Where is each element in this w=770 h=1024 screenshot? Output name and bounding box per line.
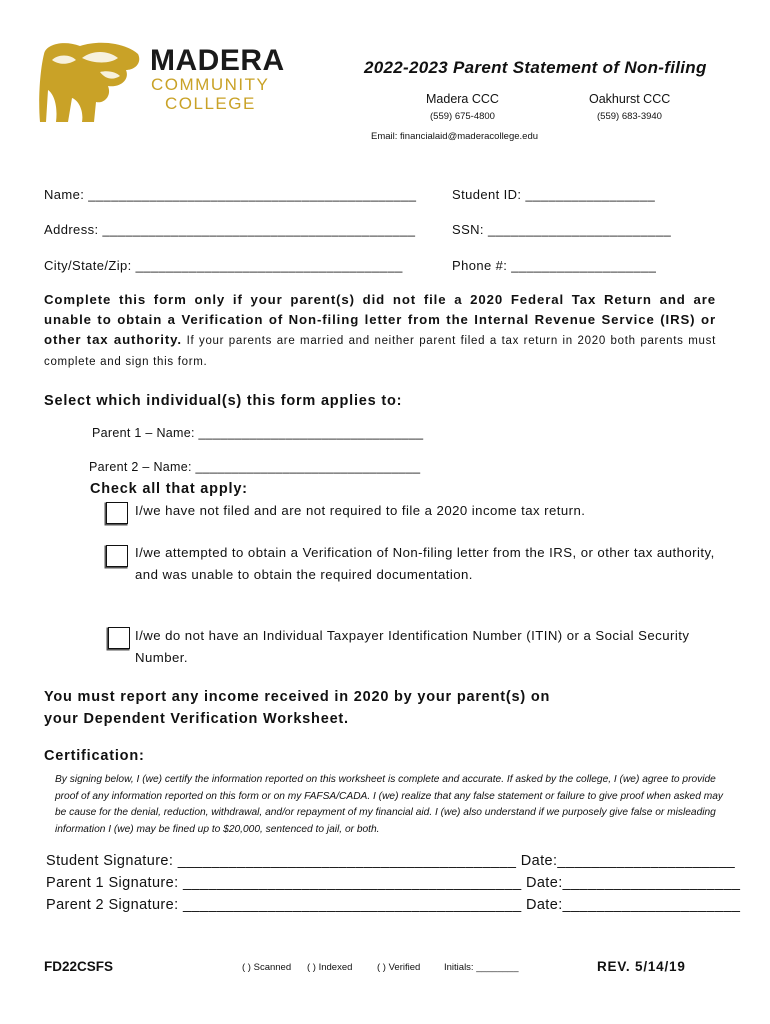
option-no-itin-label: I/we do not have an Individual Taxpayer Identification Number (ITIN) or a Social Security Number. bbox=[135, 628, 690, 665]
report-notice-line2: your Dependent Verification Worksheet. bbox=[44, 711, 349, 727]
certification-heading: Certification: bbox=[44, 748, 145, 764]
college-logo-icon bbox=[38, 40, 146, 124]
logo-text-madera: MADERA bbox=[150, 44, 285, 77]
student-signature-line[interactable]: Student Signature: ________________________________________ Date:_____________________ bbox=[46, 853, 736, 869]
parent1-signature-line[interactable]: Parent 1 Signature: ________________________________________ Date:_____________________ bbox=[46, 875, 741, 891]
checkbox-unable-to-obtain[interactable] bbox=[106, 545, 128, 567]
intro-bold-text: Complete this form only if your parent(s) did not file a 2020 Federal Tax Return and are unable to obtain a Verification of Non-filing letter from the Internal Revenue Service (IRS) or other tax authority. bbox=[44, 292, 716, 347]
campus1-name: Madera CCC bbox=[426, 92, 499, 106]
indexed-marker: ( ) Indexed bbox=[307, 962, 353, 973]
intro-paragraph bbox=[44, 290, 716, 372]
logo-text-community: COMMUNITY bbox=[151, 75, 270, 94]
option-not-required-label: I/we have not filed and are not required to file a 2020 income tax return. bbox=[135, 503, 586, 518]
option-unable-to-obtain-label: I/we attempted to obtain a Verification of Non-filing letter from the IRS, or other tax authority, and was unable to obtain the required documentation. bbox=[135, 545, 715, 582]
parent2-name-field[interactable]: Parent 2 – Name: _______________________________ bbox=[89, 460, 421, 474]
initials-field[interactable]: Initials: ________ bbox=[444, 962, 519, 973]
page-title: 2022-2023 Parent Statement of Non-filing bbox=[364, 58, 707, 77]
revision-date: REV. 5/14/19 bbox=[597, 959, 686, 974]
certification-text: By signing below, I (we) certify the information reported on this worksheet is complete and accurate. If asked by the college, I (we) agree to provide proof of any information reported on this form or on my FAFSA/CADA. I (we) realize that any false statement or failure to give proof when asked may be cause for the denial, reduction, withdrawal, and/or repayment of my financial aid. I (we) also understand if we purposely give false or misleading information I (we) may be fined up to $20,000, sentenced to jail, or both. bbox=[55, 774, 723, 835]
name-field[interactable]: Name: ___________________________________________ bbox=[44, 187, 417, 202]
campus2-name: Oakhurst CCC bbox=[589, 92, 671, 106]
campus1-phone: (559) 675-4800 bbox=[430, 111, 495, 122]
address-field[interactable]: Address: _________________________________________ bbox=[44, 222, 416, 237]
phone-field[interactable]: Phone #: ___________________ bbox=[452, 258, 657, 273]
verified-marker: ( ) Verified bbox=[377, 962, 421, 973]
student-id-field[interactable]: Student ID: _________________ bbox=[452, 187, 656, 202]
scanned-marker: ( ) Scanned bbox=[242, 962, 292, 973]
form-code: FD22CSFS bbox=[44, 959, 114, 974]
logo-text-college: COLLEGE bbox=[165, 94, 256, 113]
checkbox-not-required[interactable] bbox=[106, 502, 128, 524]
parent1-name-field[interactable]: Parent 1 – Name: _______________________________ bbox=[92, 426, 424, 440]
ssn-field[interactable]: SSN: ________________________ bbox=[452, 222, 672, 237]
intro-regular-text: If your parents are married and neither parent filed a tax return in 2020 both parents must complete and sign this form. bbox=[44, 335, 716, 368]
parent2-signature-line[interactable]: Parent 2 Signature: ________________________________________ Date:_____________________ bbox=[46, 897, 741, 913]
check-heading: Check all that apply: bbox=[90, 481, 248, 497]
campus2-phone: (559) 683-3940 bbox=[597, 111, 662, 122]
city-state-zip-field[interactable]: City/State/Zip: ___________________________________ bbox=[44, 258, 403, 273]
checkbox-no-itin[interactable] bbox=[108, 627, 130, 649]
applies-heading: Select which individual(s) this form applies to: bbox=[44, 393, 403, 409]
email-line: Email: financialaid@maderacollege.edu bbox=[371, 131, 539, 142]
report-notice-line1: You must report any income received in 2020 by your parent(s) on bbox=[44, 689, 551, 705]
